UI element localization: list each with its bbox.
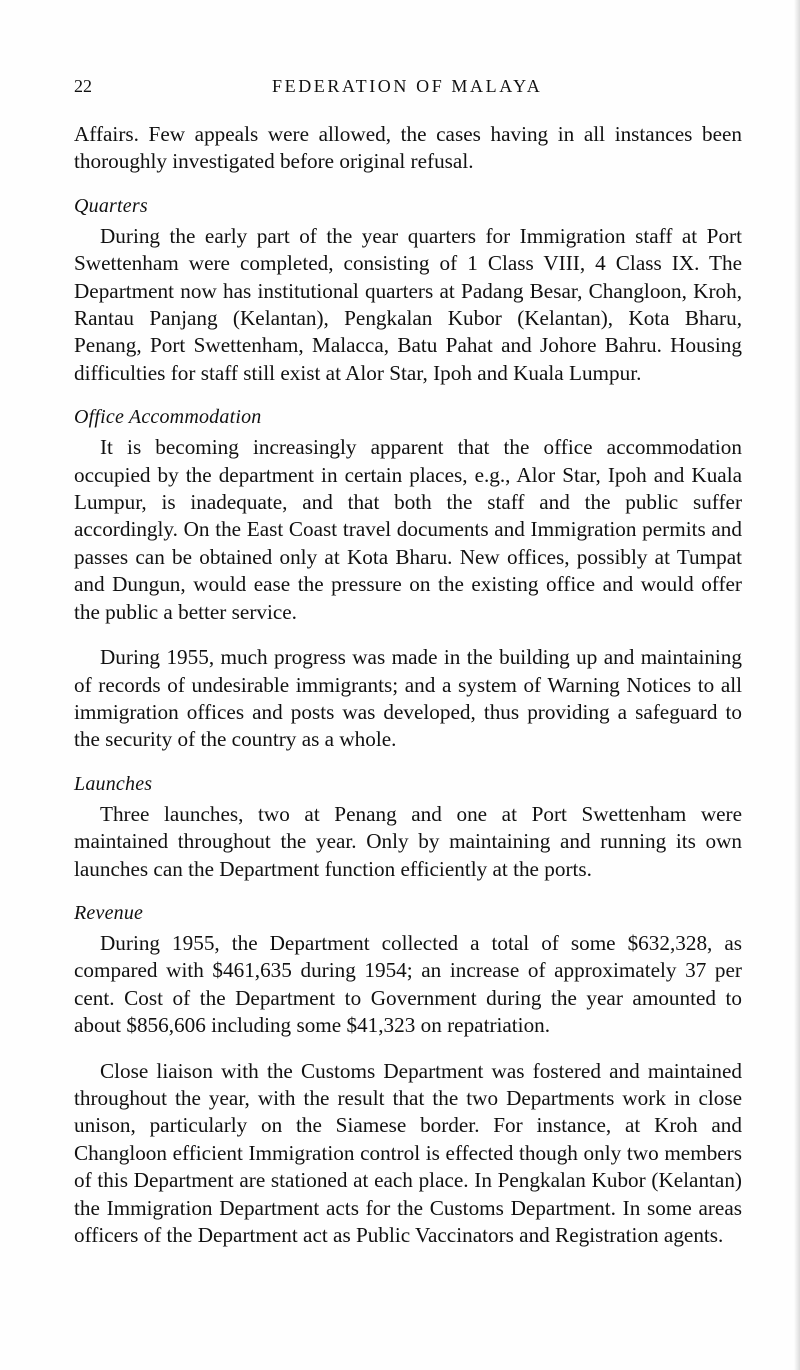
revenue-paragraph-1: During 1955, the Department collected a total of some $632,328, as compared with $461,635 during 1954; an increase of approximately 37 per cent. Cost of the Department to Government during the year amounted to about $856,606 including some $41,323 on repatriation.: [74, 930, 742, 1038]
page-edge-shadow: [794, 0, 800, 1370]
intro-paragraph: Affairs. Few appeals were allowed, the cases having in all instances been thoroughly investigated before original refusal.: [74, 122, 742, 174]
page-number: 22: [74, 76, 92, 96]
quarters-paragraph: During the early part of the year quarters for Immigration staff at Port Swettenham were completed, consisting of 1 Class VIII, 4 Class IX. The Department now has institutional quarters at Padang Besar, Changloon, Kroh, Rantau Panjang (Kelantan), Pengkalan Kubor (Kelantan), Kota Bharu, Penang, Port Swettenham, Malacca, Batu Pahat and Johore Bahru. Housing difficulties for staff still exist at Alor Star, Ipoh and Kuala Lumpur.: [74, 223, 742, 385]
section-heading-office-accommodation: Office Accommodation: [74, 406, 262, 429]
running-title: FEDERATION OF MALAYA: [272, 76, 543, 96]
paragraph-gap: [74, 626, 742, 644]
page-header: [74, 76, 742, 102]
section-heading-revenue: Revenue: [74, 901, 144, 924]
paragraph-gap: [74, 1040, 742, 1058]
section-heading-launches: Launches: [74, 772, 153, 795]
office-accommodation-paragraph-2: During 1955, much progress was made in the building up and maintaining of records of undesirable immigrants; and a system of Warning Notices to all immigration offices and posts was developed, thus providing a safeguard to the security of the country as a whole.: [74, 645, 742, 752]
revenue-paragraph-2: Close liaison with the Customs Department was fostered and maintained throughout the year, with the result that the two Departments work in close unison, particularly on the Siamese border. For instance, at Kroh and Changloon efficient Immigration control is effected though only two members of this Department are stationed at each place. In Pengkalan Kubor (Kelantan) the Immigration Department acts for the Customs Department. In some areas officers of the Department act as Public Vaccinators and Registration agents.: [74, 1058, 742, 1247]
section-heading-quarters: Quarters: [74, 194, 148, 217]
page-body: [74, 121, 742, 1249]
office-accommodation-paragraph-1: It is becoming increasingly apparent that the office accommodation occupied by the department in certain places, e.g., Alor Star, Ipoh and Kuala Lumpur, is inadequate, and that both the staff and the public suffer accordingly. On the East Coast travel documents and Immigration permits and passes can be obtained only at Kota Bharu. New offices, possibly at Tumpat and Dungun, would ease the pressure on the existing office and would offer the public a better service.: [74, 435, 742, 624]
launches-paragraph: Three launches, two at Penang and one at Port Swettenham were maintained throughout the year. Only by maintaining and running its own launches can the Department function efficiently at the ports.: [74, 801, 742, 881]
